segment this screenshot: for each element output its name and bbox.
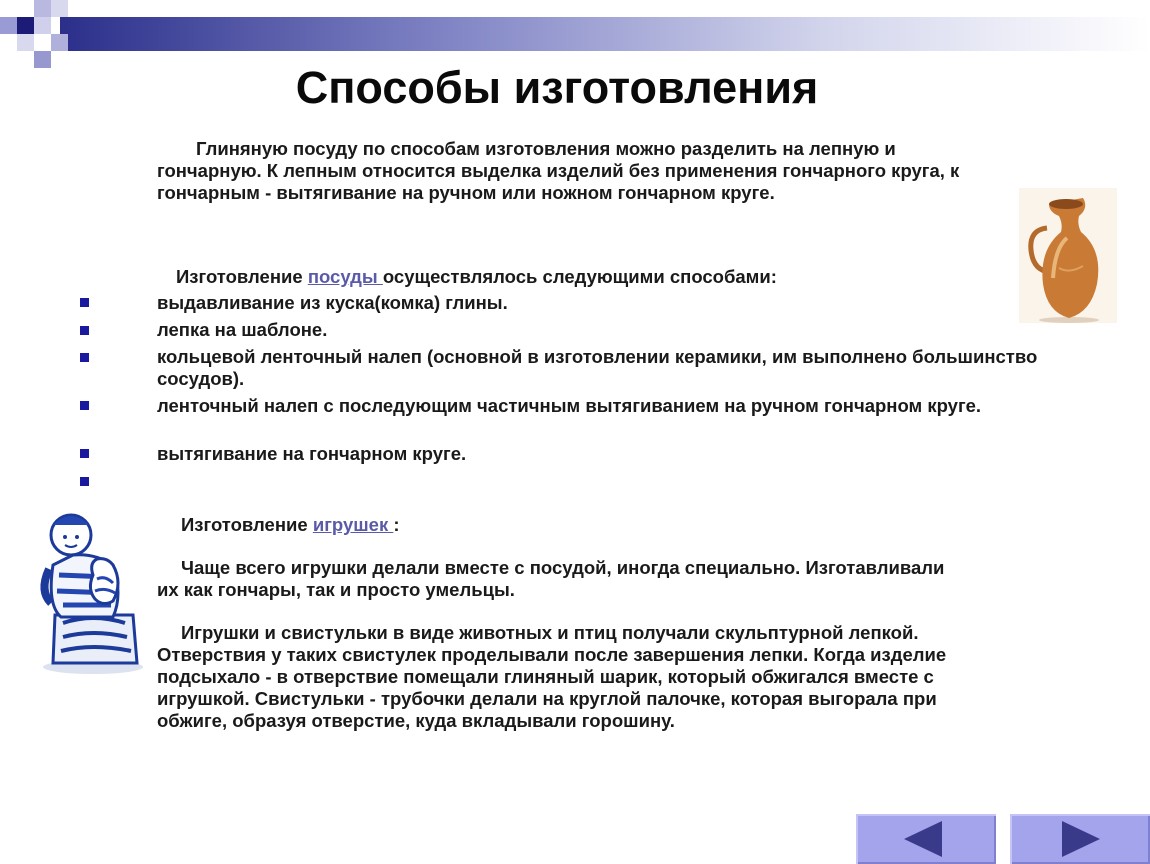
toys-prefix: Изготовление	[181, 514, 308, 535]
header-square-mid	[0, 17, 17, 34]
toys-suffix: :	[393, 514, 400, 535]
header-square-light	[34, 17, 51, 34]
toys-link[interactable]: игрушек	[312, 514, 394, 535]
header-square-light	[17, 34, 34, 51]
bullet-square-icon	[80, 353, 89, 362]
header-square-dark	[17, 17, 34, 34]
bullet-square-icon	[80, 477, 89, 486]
list-item: лепка на шаблоне.	[157, 319, 328, 340]
list-item: кольцевой ленточный налеп (основной в изготовлении керамики, им выполнено большинство сосудов).	[157, 346, 1038, 389]
slide-title: Способы изготовления	[295, 62, 819, 113]
intro-line: гончарную. К лепным относится выделка изделий без применения гончарного круга, к	[157, 160, 960, 181]
intro-line: Глиняную посуду по способам изготовления можно разделить на лепную и	[196, 138, 896, 159]
header-square-light	[51, 0, 68, 17]
paragraph-line: обжиге, образуя отверстие, куда вкладывали горошину.	[157, 710, 675, 731]
arrow-right-icon	[1062, 821, 1100, 857]
pottery-heading	[176, 266, 976, 288]
header-gradient-bar	[60, 17, 1150, 51]
bullet-square-icon	[80, 401, 89, 410]
toys-heading	[181, 514, 781, 536]
paragraph-line: Чаще всего игрушки делали вместе с посудой, иногда специально. Изготавливали	[181, 557, 945, 578]
bullet-square-icon	[80, 326, 89, 335]
prev-slide-button[interactable]	[856, 814, 996, 864]
pottery-prefix: Изготовление	[176, 266, 303, 287]
paragraph-line: игрушкой. Свистульки - трубочки делали на круглой палочке, которая выгорала при	[157, 688, 937, 709]
header-square-mid	[51, 34, 68, 51]
list-item: ленточный налеп с последующим частичным вытягиванием на ручном гончарном круге.	[157, 395, 982, 416]
paragraph-line: Игрушки и свистульки в виде животных и птиц получали скульптурной лепкой.	[181, 622, 919, 643]
next-slide-button[interactable]	[1010, 814, 1150, 864]
paragraph-line: подсыхало - в отверствие помещали глиняный шарик, который обжигался вместе с	[157, 666, 934, 687]
paragraph-line: их как гончары, так и просто умельцы.	[157, 579, 515, 600]
gzhel-figurine-image	[33, 505, 148, 675]
paragraph-line: Отверствия у таких свистулек проделывали после завершения лепки. Когда изделие	[157, 644, 947, 665]
pottery-suffix: осуществлялось следующими способами:	[382, 266, 777, 287]
list-item: выдавливание из куска(комка) глины.	[157, 292, 508, 313]
bullet-square-icon	[80, 449, 89, 458]
pottery-link[interactable]: посуды	[307, 266, 383, 287]
intro-line: гончарным - вытягивание на ручном или ножном гончарном круге.	[157, 182, 775, 203]
header-decoration	[0, 0, 1150, 64]
list-item: вытягивание на гончарном круге.	[157, 443, 467, 464]
arrow-left-icon	[904, 821, 942, 857]
bullet-square-icon	[80, 298, 89, 307]
header-square-light	[34, 0, 51, 17]
